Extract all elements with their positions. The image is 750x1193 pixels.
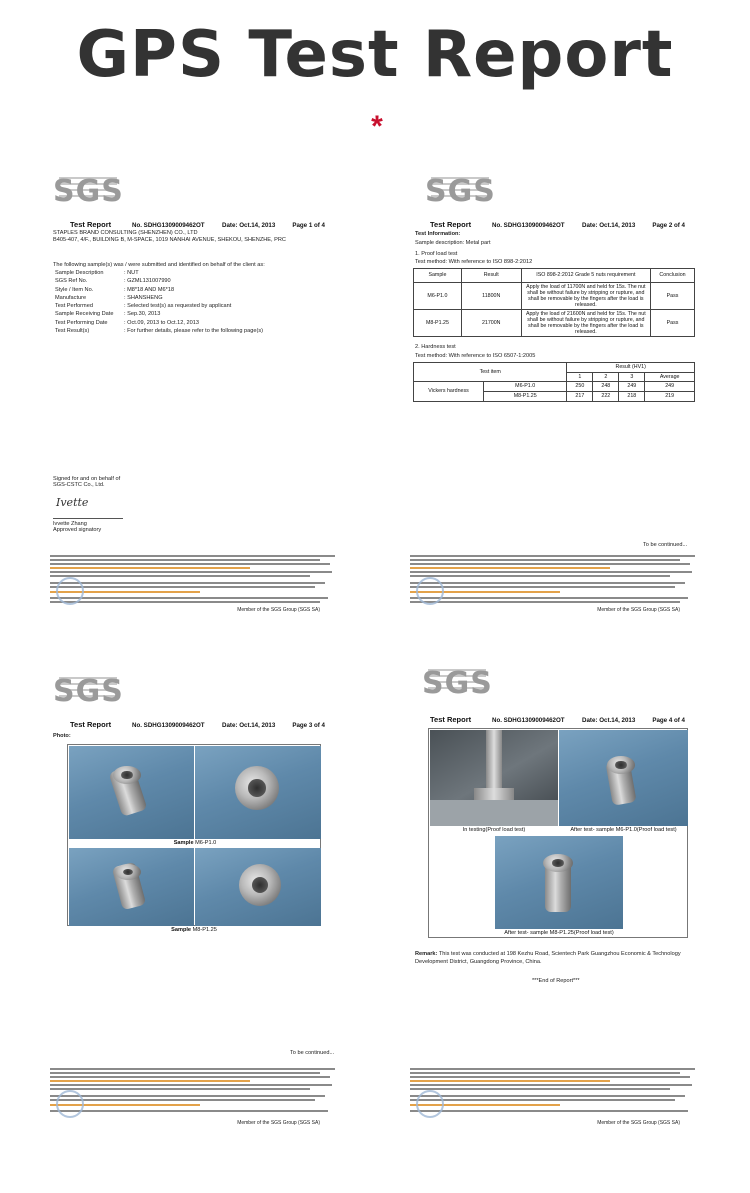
member-note: Member of the SGS Group (SGS SA)	[597, 1120, 680, 1126]
report-page-3	[50, 660, 350, 1130]
signature: Ivette	[56, 496, 89, 509]
caption-m8: Sample M8-P1.25	[171, 927, 217, 933]
report-header: Test Report No. SDHG1309009462OT Date: Oct.14, 2013 Page 2 of 4	[430, 220, 685, 229]
stamp-seal	[416, 577, 444, 605]
hardness-title: 2. Hardness test	[415, 344, 456, 350]
sgs-logo: SGS	[422, 666, 493, 701]
signed-company: SGS-CSTC Co., Ltd.	[53, 482, 105, 488]
remark: Remark: This test was conducted at 198 Kezhu Road, Scientech Park Guangzhou Economic & Technology Development District, Guangdong Province, China.	[415, 951, 681, 965]
report-page-4	[410, 660, 710, 1130]
proof-method: Test method: With reference to ISO 898-2:2012	[415, 259, 533, 265]
photo-m8-side	[69, 848, 194, 926]
caption-after-m6: After test- sample M6-P1.0(Proof load test)	[570, 827, 677, 833]
report-page-1	[50, 160, 350, 630]
sample-description: Sample description: Metal part	[415, 240, 491, 246]
photo-label: Photo:	[53, 733, 71, 739]
report-page-2	[410, 160, 710, 630]
field-row: SGS Ref No. : GZML131007990	[55, 278, 171, 285]
field-row: Sample Description : NUT	[55, 270, 139, 276]
hardness-table: Test item Result (HV1) 1 2 3 Average Vickers hardness M6-P1.0 250 248 249 249 M8-P1.25 217 222 218 219	[413, 362, 695, 402]
client-address: B405-407, 4/F., BUILDING B, M-SPACE, 1019 NANHAI AVENUE, SHEKOU, SHENZHE, PRC	[53, 237, 286, 243]
page-number: Page 1 of 4	[292, 222, 325, 229]
caption-m6: Sample M6-P1.0	[173, 840, 217, 846]
signer-title: Approved signatory	[53, 527, 102, 533]
page-footer	[50, 1068, 350, 1128]
member-note: Member of the SGS Group (SGS SA)	[237, 1120, 320, 1126]
page-footer	[410, 1068, 710, 1128]
report-header: Test Report No. SDHG1309009462OT Date: Oct.14, 2013 Page 3 of 4	[70, 720, 325, 729]
sgs-logo: SGS	[425, 174, 496, 209]
sgs-logo: SGS	[53, 674, 124, 709]
field-row: Sample Receiving Date : Sep.30, 2013	[55, 311, 161, 318]
signed-for: Signed for and on behalf of	[53, 476, 121, 482]
page-footer	[410, 555, 710, 615]
banner-title: GPS Test Report	[76, 18, 674, 92]
page-footer	[50, 555, 350, 615]
sgs-logo: SGS	[53, 174, 124, 209]
photo-panel	[67, 744, 321, 926]
caption-in-testing: In testing(Proof load test)	[462, 827, 526, 833]
field-row: Manufacture : SHANSHENG	[55, 294, 163, 301]
photo-after-m8	[495, 836, 623, 929]
intro-text: The following sample(s) was / were submitted and identified on behalf of the client as:	[53, 262, 265, 268]
photo-in-testing	[430, 730, 558, 826]
photo-after-m6	[559, 730, 688, 826]
photo-m8-top	[195, 848, 321, 926]
continued-note: To be continued...	[290, 1050, 335, 1056]
client-name: STAPLES BRAND CONSULTING (SHENZHEN) CO., LTD	[53, 230, 198, 236]
member-note: Member of the SGS Group (SGS SA)	[597, 607, 680, 613]
stamp-seal	[416, 1090, 444, 1118]
report-number: No. SDHG1309009462OT	[132, 222, 205, 229]
photo-m6-side	[69, 746, 194, 839]
photo-m6-top	[195, 746, 321, 839]
end-of-report: ***End of Report***	[532, 978, 580, 984]
report-label: Test Report	[70, 220, 112, 229]
caption-after-m8: After test- sample M8-P1.25(Proof load test)	[504, 930, 614, 936]
report-date: Date: Oct.14, 2013	[222, 222, 276, 229]
field-row: Test Performing Date : Oct.09, 2013 to Oct.12, 2013	[55, 319, 199, 326]
sample-fields	[55, 270, 263, 336]
photo-panel	[428, 728, 688, 938]
member-note: Member of the SGS Group (SGS SA)	[237, 607, 320, 613]
field-row: Test Performed : Selected test(s) as requested by applicant	[55, 303, 232, 310]
stamp-seal	[56, 577, 84, 605]
field-row: Style / Item No. : M8*18 AND M6*18	[55, 286, 175, 293]
proof-load-table: Sample Result ISO 898-2:2012 Grade 5 nuts requirement Conclusion M6-P1.0 11800N Apply the load of 11700N and held for 15s. The nut shall be without failure by stripping or rupture, and shall be removable by the fingers after the load is released. Pass M8-P1.25 21700N Apply the load of 21600N and held for 15s. The nut shall be without failure by stripping or rupture, and shall be removable by the fingers after the load is released. Pass	[413, 268, 695, 337]
continued-note: To be continued...	[643, 542, 688, 548]
signer-name: Ivvette Zhang	[53, 521, 87, 527]
hardness-method: Test method: With reference to ISO 6507-1:2005	[415, 353, 536, 359]
info-title: Test Information:	[415, 231, 461, 237]
report-header: Test Report No. SDHG1309009462OT Date: Oct.14, 2013 Page 4 of 4	[430, 715, 685, 724]
stamp-seal	[56, 1090, 84, 1118]
proof-title: 1. Proof load test	[415, 251, 458, 257]
asterisk-icon: *	[371, 110, 383, 143]
field-row: Test Result(s) : For further details, please refer to the following page(s)	[55, 328, 263, 335]
report-header	[70, 220, 350, 230]
